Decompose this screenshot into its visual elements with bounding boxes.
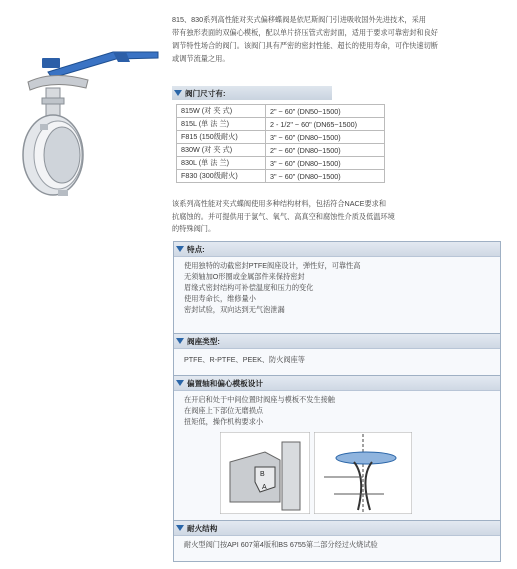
feature-item: 密封试验，双向达到无气泡泄漏 — [184, 305, 285, 314]
triangle-bullet-icon — [176, 245, 184, 253]
seat-types-title: 阀座类型: — [187, 336, 220, 346]
table-row — [177, 131, 385, 144]
eccentric-design-box — [173, 375, 501, 522]
intro-line: 调节特性场合的阀门。该阀门具有严密的密封性能、超长的使用寿命，可作快速切断 — [172, 41, 438, 50]
triangle-bullet-icon — [176, 337, 184, 345]
eccentric-title: 偏置轴和偏心模板设计 — [187, 378, 263, 388]
range-cell: 3" ~ 60" (DN80~1500) — [266, 131, 385, 144]
range-cell: 3" ~ 60" (DN80~1500) — [266, 170, 385, 183]
features-box — [173, 241, 501, 335]
desc-line: 抗腐蚀的。并可提供用于氯气、氧气、高真空和腐蚀性介质及低温环境 — [172, 211, 395, 221]
desc-line: 的特殊阀门。 — [172, 224, 216, 233]
eccentric-item: 在阀座上下部位无磨损点 — [184, 406, 264, 415]
diagram-label-a: A — [262, 484, 267, 491]
diagram-label-b: B — [260, 471, 265, 478]
range-cell: 2 - 1/2" ~ 60" (DN65~1500) — [266, 118, 385, 131]
model-cell: F830 (300级耐火) — [177, 170, 266, 183]
eccentric-item: 在开启和处于中间位置时阀座与模板不发生接触 — [184, 395, 335, 404]
range-cell: 2" ~ 60" (DN80~1500) — [266, 144, 385, 157]
seat-types-text: PTFE、R-PTFE、PEEK、防火阀座等 — [184, 355, 305, 364]
triangle-bullet-icon — [176, 524, 184, 532]
range-cell: 2" ~ 60" (DN50~1500) — [266, 105, 385, 118]
sizes-section-header — [172, 86, 332, 100]
triangle-bullet-icon — [176, 379, 184, 387]
seat-section-diagram — [220, 432, 310, 514]
desc-line: 该系列高性能对夹式蝶阀使用多种结构材料，包括符合NACE要求和 — [172, 199, 387, 208]
range-cell: 3" ~ 60" (DN80~1500) — [266, 157, 385, 170]
triangle-bullet-icon — [174, 89, 182, 97]
eccentric-item: 扭矩低，操作机构要求小 — [184, 417, 264, 426]
sizes-section-title: 阀门尺寸有: — [185, 88, 226, 98]
material-description — [172, 198, 502, 236]
butterfly-valve-image — [18, 40, 163, 200]
features-title: 特点: — [187, 244, 205, 254]
feature-item: 无须轴加O形圈或金属部件来保持密封 — [184, 272, 305, 281]
table-row — [177, 105, 385, 118]
valve-sizes-table — [176, 104, 385, 183]
eccentric-header — [174, 376, 500, 391]
fire-safe-box — [173, 520, 501, 562]
table-row — [177, 118, 385, 131]
seat-types-header — [174, 334, 500, 349]
table-row — [177, 144, 385, 157]
intro-paragraph — [172, 13, 498, 65]
intro-line: 815、830系列高性能对夹式偏移蝶阀是依尼斯阀门引进吸收国外先进技术，采用 — [172, 15, 426, 24]
features-header — [174, 242, 500, 257]
offset-shaft-diagram — [314, 432, 412, 514]
model-cell: 830W (对 夹 式) — [177, 144, 266, 157]
feature-item: 使用寿命长，维修量小 — [184, 294, 256, 303]
model-cell: 830L (单 法 兰) — [177, 157, 266, 170]
intro-line: 带有独形表面的双偏心模板，配以单片挤压管式密封面，适用于要求可靠密封和良好 — [172, 28, 438, 37]
feature-item: 使用独特的动截密封PTFE阀座设计，弹性好，可靠性高 — [184, 261, 361, 270]
fire-title: 耐火结构 — [187, 523, 218, 533]
seat-types-box — [173, 333, 501, 377]
table-row — [177, 170, 385, 183]
model-cell: 815L (单 法 兰) — [177, 118, 266, 131]
fire-header — [174, 521, 500, 536]
model-cell: F815 (150级耐火) — [177, 131, 266, 144]
feature-item: 眉缘式密封结构可补偿温度和压力的变化 — [184, 283, 314, 292]
table-row — [177, 157, 385, 170]
model-cell: 815W (对 夹 式) — [177, 105, 266, 118]
intro-line: 或调节流量之用。 — [172, 54, 230, 63]
fire-text: 耐火型阀门按API 607第4版和BS 6755第二部分经过火烧试验 — [184, 540, 378, 549]
